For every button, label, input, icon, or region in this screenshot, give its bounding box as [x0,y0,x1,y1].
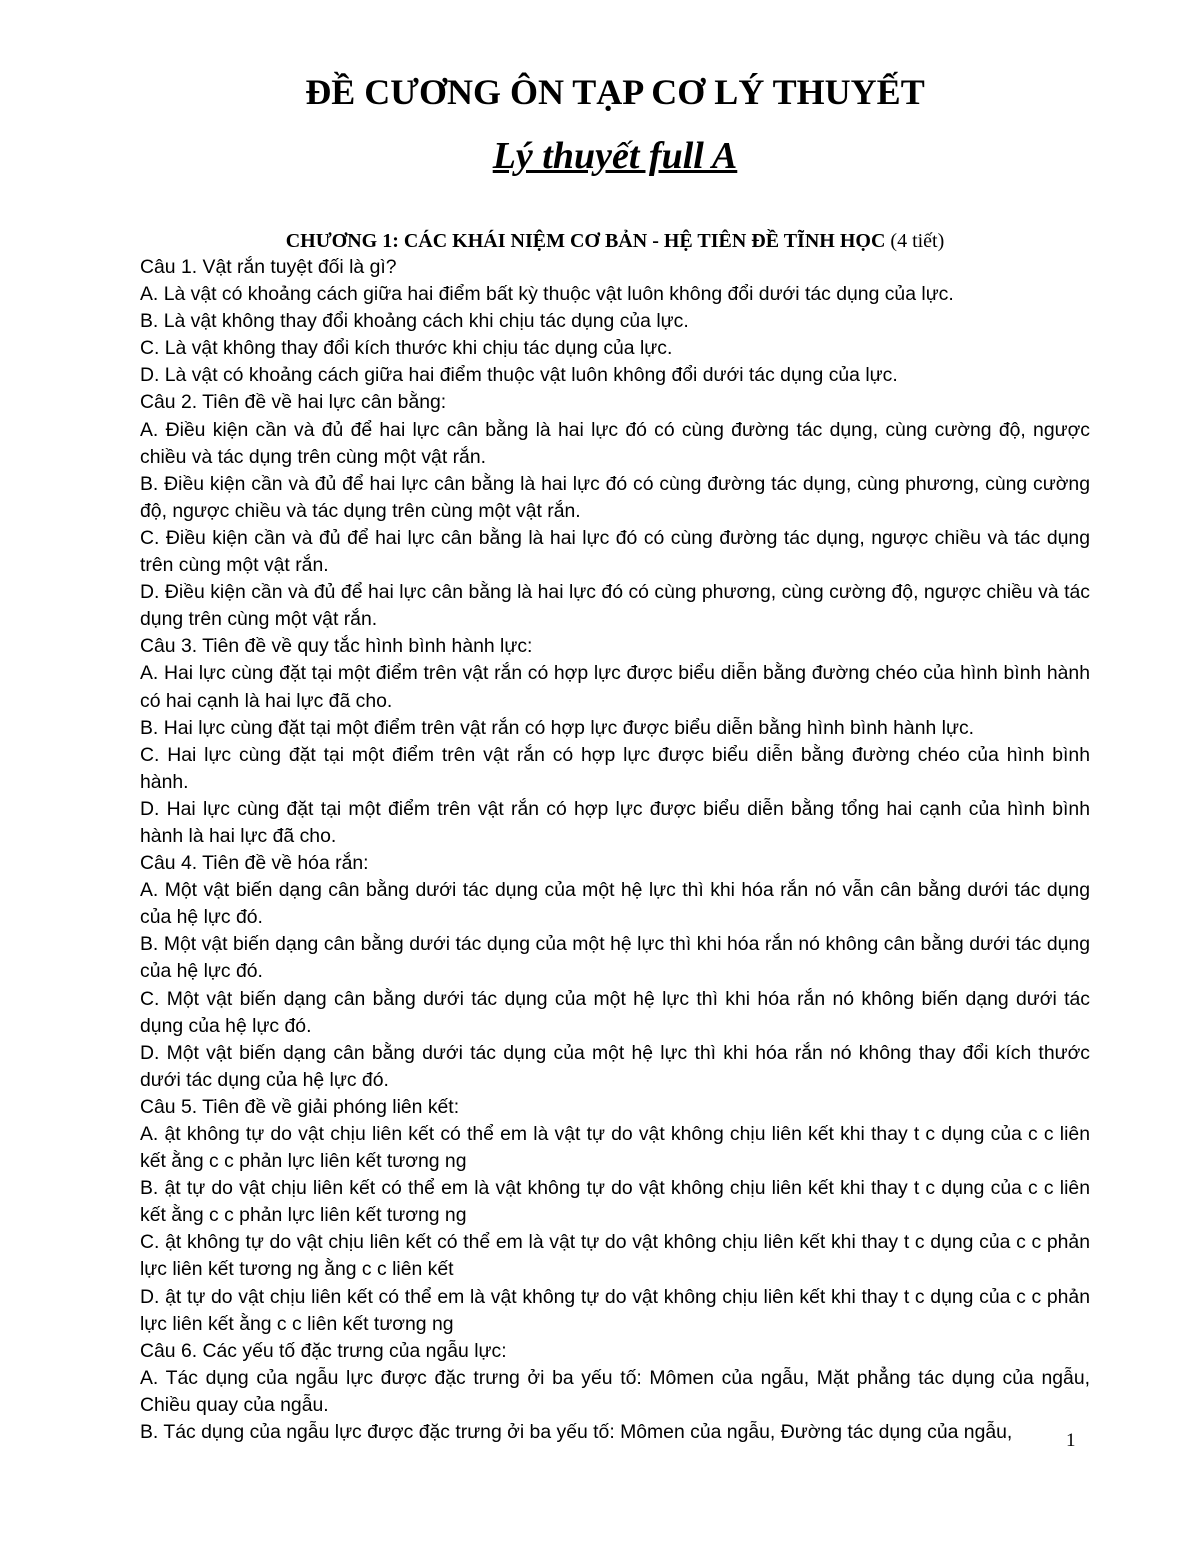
document-title: ĐỀ CƯƠNG ÔN TẠP CƠ LÝ THUYẾT [305,72,925,112]
answer-option: D. ật tự do vật chịu liên kết có thể em là vật không tự do vật không chịu liên kết khi thay t c dụng của c c phản lực liên kết ằng c c liên kết tương ng [140,1285,1090,1335]
answer-option: C. Là vật không thay đổi kích thước khi chịu tác dụng của lực. [140,337,673,360]
answer-option: B. Là vật không thay đổi khoảng cách khi chịu tác dụng của lực. [140,310,689,333]
document-subtitle: Lý thuyết full A [492,135,738,177]
answer-option: B. Điều kiện cần và đủ để hai lực cân bằng là hai lực đó có cùng đường tác dụng, cùng phương, cùng cường độ, ngược chiều và tác dụng trên cùng một vật rắn. [140,472,1090,522]
question-list [140,254,1090,1446]
question-text: Câu 5. Tiên đề về giải phóng liên kết: [140,1095,460,1118]
question-block [140,1338,1090,1446]
answer-option: A. Hai lực cùng đặt tại một điểm trên vật rắn có hợp lực được biểu diễn bằng đường chéo của hình bình hành có hai cạnh là hai lực đã cho. [140,662,1090,712]
page-number: 1 [1066,1430,1076,1451]
question-text: Câu 1. Vật rắn tuyệt đối là gì? [140,256,397,278]
question-block [140,850,1090,1094]
question-block [140,1094,1090,1338]
answer-option: B. ật tự do vật chịu liên kết có thể em là vật không tự do vật không chịu liên kết khi thay t c dụng của c c liên kết ằng c c phản lực liên kết tương ng [140,1177,1090,1227]
answer-option: A. Một vật biến dạng cân bằng dưới tác dụng của một hệ lực thì khi hóa rắn nó vẫn cân bằng dưới tác dụng của hệ lực đó. [140,879,1090,929]
answer-option: A. Tác dụng của ngẫu lực được đặc trưng ởi ba yếu tố: Mômen của ngẫu, Mặt phẳng tác dụng của ngẫu, Chiều quay của ngẫu. [140,1366,1090,1416]
chapter-heading-bold: CHƯƠNG 1: CÁC KHÁI NIỆM CƠ BẢN - HỆ TIÊN ĐỀ TĨNH HỌC [285,230,886,252]
question-block [140,254,1090,389]
answer-option: C. Một vật biến dạng cân bằng dưới tác dụng của một hệ lực thì khi hóa rắn nó không biến dạng dưới tác dụng của hệ lực đó. [140,987,1090,1037]
document-page [140,60,1090,1446]
answer-option: B. Một vật biến dạng cân bằng dưới tác dụng của một hệ lực thì khi hóa rắn nó không cân bằng dưới tác dụng của hệ lực đó. [140,933,1090,983]
answer-option: D. Điều kiện cần và đủ để hai lực cân bằng là hai lực đó có cùng phương, cùng cường độ, ngược chiều và tác dụng trên cùng một vật rắn. [140,581,1090,631]
question-text: Câu 6. Các yếu tố đặc trưng của ngẫu lực: [140,1339,507,1362]
answer-option: C. Điều kiện cần và đủ để hai lực cân bằng là hai lực đó có cùng đường tác dụng, ngược chiều và tác dụng trên cùng một vật rắn. [140,526,1090,577]
answer-option: D. Hai lực cùng đặt tại một điểm trên vật rắn có hợp lực được biểu diễn bằng tổng hai cạnh của hình bình hành là hai lực đã cho. [140,797,1090,847]
answer-option: B. Hai lực cùng đặt tại một điểm trên vật rắn có hợp lực được biểu diễn bằng hình bình hành lực. [140,716,975,739]
answer-option: D. Một vật biến dạng cân bằng dưới tác dụng của một hệ lực thì khi hóa rắn nó không thay đổi kích thước dưới tác dụng của hệ lực đó. [140,1041,1090,1091]
question-text: Câu 4. Tiên đề về hóa rắn: [140,852,369,875]
question-block [140,633,1090,850]
answer-option: D. Là vật có khoảng cách giữa hai điểm thuộc vật luôn không đổi dưới tác dụng của lực. [140,364,898,387]
answer-option: C. ật không tự do vật chịu liên kết có thể em là vật tự do vật không chịu liên kết khi thay t c dụng của c c phản lực liên kết tương ng ằng c c liên kết [140,1231,1090,1281]
answer-option: A. ật không tự do vật chịu liên kết có thể em là vật tự do vật không chịu liên kết khi thay t c dụng của c c liên kết ằng c c phản lực liên kết tương ng [140,1123,1090,1173]
answer-option: A. Điều kiện cần và đủ để hai lực cân bằng là hai lực đó có cùng đường tác dụng, cùng cường độ, ngược chiều và tác dụng trên cùng một vật rắn. [140,418,1090,468]
question-text: Câu 2. Tiên đề về hai lực cân bằng: [140,391,447,414]
chapter-heading [140,228,1090,254]
answer-option: A. Là vật có khoảng cách giữa hai điểm bất kỳ thuộc vật luôn không đổi dưới tác dụng của lực. [140,283,954,306]
answer-option: C. Hai lực cùng đặt tại một điểm trên vật rắn có hợp lực được biểu diễn bằng đường chéo của hình bình hành. [140,743,1090,793]
answer-option: B. Tác dụng của ngẫu lực được đặc trưng ởi ba yếu tố: Mômen của ngẫu, Đường tác dụng của ngẫu, [140,1421,1013,1444]
chapter-heading-hours: (4 tiết) [885,230,945,252]
question-text: Câu 3. Tiên đề về quy tắc hình bình hành lực: [140,635,533,658]
question-block [140,389,1090,633]
